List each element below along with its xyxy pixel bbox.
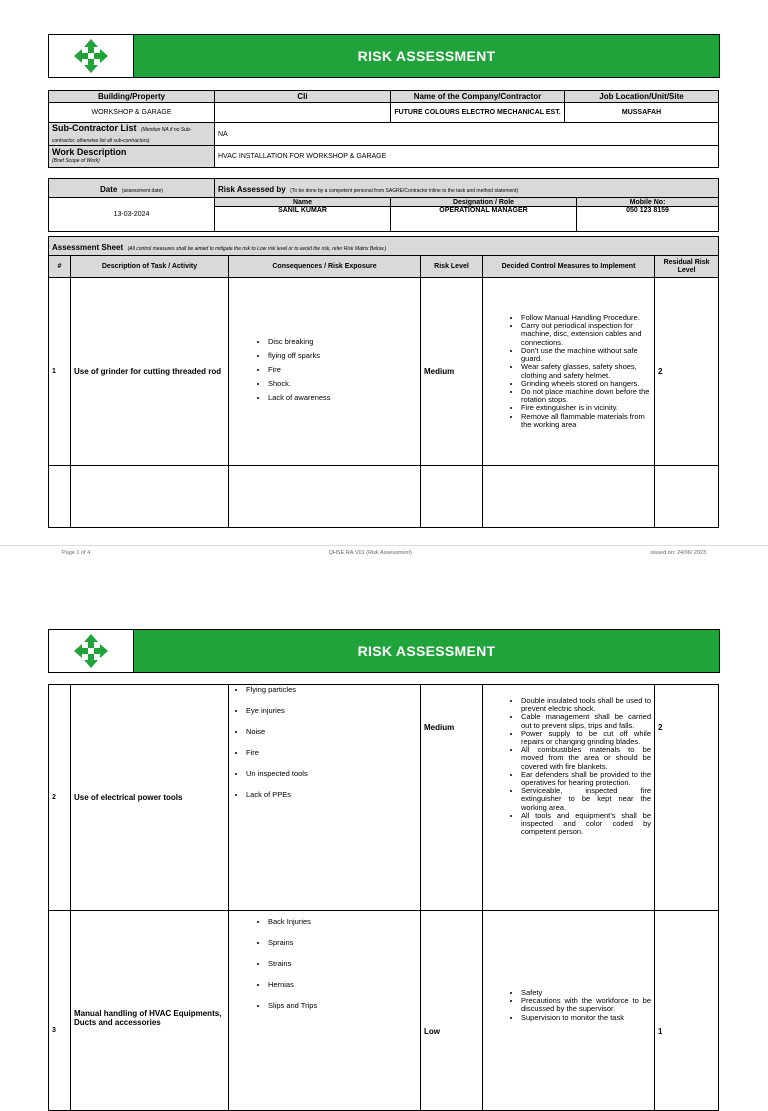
issue-date: issued on: 24/06/ 2023	[650, 550, 706, 556]
assessment-sheet-table-continued	[48, 684, 719, 1111]
work-description-label: Work Description	[52, 146, 127, 157]
row-task: Use of grinder for cutting threaded rod	[71, 278, 229, 466]
company-value: FUTURE COLOURS ELECTRO MECHANICAL EST.	[391, 103, 565, 123]
row-residual: 2	[655, 278, 719, 466]
green-arrows-icon	[71, 631, 111, 671]
mobile-header: Mobile No:	[577, 198, 719, 207]
sub-contractor-label-cell	[49, 123, 215, 146]
list-item: • Fire	[246, 748, 417, 757]
list-item: • All combustibles materials to be moved from the area or should be covered with fire blankets.	[521, 746, 651, 771]
project-info-table	[48, 90, 719, 168]
col-risk-level: Risk Level	[421, 256, 483, 278]
list-item: • Supervision to monitor the task	[521, 1014, 651, 1022]
table-row	[49, 911, 719, 1111]
row-consequences	[229, 911, 421, 1111]
company-header: Name of the Company/Contractor	[391, 91, 565, 103]
assessment-date: 13-03-2024	[49, 198, 215, 232]
assessor-role: OPERATIONAL MANAGER	[391, 207, 577, 232]
row-consequences	[229, 278, 421, 466]
date-label-cell	[49, 179, 215, 198]
location-header: Job Location/Unit/Site	[565, 91, 719, 103]
assessment-info-table	[48, 178, 719, 232]
assessed-by-note: (To be done by a competent personal from SAGRE/Contractor inline to the task and method statement)	[290, 188, 519, 194]
list-item: • Strains	[268, 959, 417, 968]
row-residual: 1	[655, 911, 719, 1111]
page1-header	[48, 34, 720, 78]
col-number: #	[49, 256, 71, 278]
building-header: Building/Property	[49, 91, 215, 103]
list-item: • Carry out periodical inspection for machine, disc, extension cables and connections.	[521, 322, 651, 347]
list-item: • All tools and equipment’s shall be inspected and color coded by competent person.	[521, 812, 651, 837]
assessed-by-label-cell	[215, 179, 719, 198]
row-risk-level: Medium	[421, 278, 483, 466]
assessment-sheet-table	[48, 236, 719, 528]
role-header: Designation / Role	[391, 198, 577, 207]
list-item: • Hernias	[268, 980, 417, 989]
work-description-value: HVAC INSTALLATION FOR WORKSHOP & GARAGE	[215, 146, 719, 168]
company-logo	[49, 630, 134, 672]
row-controls	[483, 278, 655, 466]
page-footer	[62, 550, 706, 556]
assessor-mobile: 050 123 8159	[577, 207, 719, 232]
date-label: Date	[100, 185, 118, 194]
sub-contractor-label: Sub-Contractor List	[52, 123, 137, 133]
page2-clip	[0, 684, 768, 1036]
list-item: • Disc breaking	[268, 337, 417, 346]
list-item: • Serviceable, inspected fire extinguisher to be kept near the working area.	[521, 787, 651, 812]
green-arrows-icon	[71, 36, 111, 76]
list-item: • Ear defenders shall be provided to the operatives for hearing protection.	[521, 771, 651, 787]
list-item: • Back Injuries	[268, 917, 417, 926]
list-item: • Shock.	[268, 379, 417, 388]
company-logo	[49, 35, 134, 77]
col-residual: Residual Risk Level	[655, 256, 719, 278]
assessor-name: SANIL KUMAR	[215, 207, 391, 232]
row-consequences	[229, 685, 421, 911]
list-item: • Fire	[268, 365, 417, 374]
list-item: • Noise	[246, 727, 417, 736]
row-controls	[483, 911, 655, 1111]
row-controls	[483, 685, 655, 911]
list-item: • Un inspected tools	[246, 769, 417, 778]
col-controls: Decided Control Measures to Implement	[483, 256, 655, 278]
row-number: 1	[49, 278, 71, 466]
row-task: Use of electrical power tools	[71, 685, 229, 911]
name-header: Name	[215, 198, 391, 207]
page2-header	[48, 629, 720, 673]
col-consequences: Consequences / Risk Exposure	[229, 256, 421, 278]
list-item: • Grinding wheels stored on hangers.	[521, 380, 651, 388]
location-value: MUSSAFAH	[565, 103, 719, 123]
list-item: • Do not place machine down before the rotation stops.	[521, 388, 651, 404]
list-item: • Slips and Trips	[268, 1001, 417, 1010]
list-item: • Flying particles	[246, 685, 417, 694]
col-task: Description of Task / Activity	[71, 256, 229, 278]
list-item: • Precautions with the workforce to be discussed by the supervisor.	[521, 997, 651, 1013]
list-item: • Double insulated tools shall be used to prevent electric shock.	[521, 697, 651, 713]
table-row	[49, 685, 719, 911]
sub-contractor-note: (Mention NA if no Sub-contractor, otherwise list all sub-contractors)	[52, 127, 192, 144]
assessment-sheet-note: (All control measures shall be aimed to mitigate the risk to Low risk level or to avoid the risk, refer Risk Matrix Below.)	[127, 246, 387, 252]
list-item: • Cable management shall be carried out to prevent slips, trips and falls.	[521, 713, 651, 729]
table-row	[49, 278, 719, 466]
list-item: • Sprains	[268, 938, 417, 947]
page-number: Page 1 of 4	[62, 550, 91, 556]
assessment-sheet-label: Assessment Sheet	[52, 243, 124, 252]
page-separator	[0, 545, 768, 546]
list-item: • Fire extinguisher is in vicinity.	[521, 404, 651, 412]
list-item: • Follow Manual Handling Procedure.	[521, 314, 651, 322]
row-risk-level: Low	[421, 911, 483, 1111]
row-residual: 2	[655, 685, 719, 911]
assessed-by-label: Risk Assessed by	[218, 185, 286, 194]
list-item: • Lack of awareness	[268, 393, 417, 402]
row-number: 2	[49, 685, 71, 911]
assessment-sheet-label-cell	[49, 237, 719, 256]
list-item: • flying off sparks	[268, 351, 417, 360]
list-item: • Safety	[521, 989, 651, 997]
row-number: 3	[49, 911, 71, 1111]
cli-header: Cli	[215, 91, 391, 103]
document-code: QHSE.RA.V01 (Risk Assessment)	[328, 550, 412, 556]
page-title: RISK ASSESSMENT	[134, 35, 719, 77]
list-item: • Power supply to be cut off while repairs or changing grinding blades.	[521, 730, 651, 746]
list-item: • Eye injuries	[246, 706, 417, 715]
row-risk-level: Medium	[421, 685, 483, 911]
cli-value	[215, 103, 391, 123]
list-item: • Remove all flammable materials from the working area	[521, 413, 651, 429]
list-item: • Don’t use the machine without safe guard.	[521, 347, 651, 363]
page-title: RISK ASSESSMENT	[134, 630, 719, 672]
sub-contractor-value: NA	[215, 123, 719, 146]
date-note: (assessment date)	[121, 188, 163, 194]
list-item: • Wear safety glasses, safety shoes, clothing and safety helmet.	[521, 363, 651, 379]
building-value: WORKSHOP & GARAGE	[49, 103, 215, 123]
work-description-note: (Brief Scope of Work)	[52, 157, 100, 164]
list-item: • Lack of PPEs	[246, 790, 417, 799]
work-description-label-cell	[49, 146, 215, 168]
row-task: Manual handling of HVAC Equipments, Ducts and accessories	[71, 911, 229, 1111]
table-row-empty	[49, 466, 719, 528]
